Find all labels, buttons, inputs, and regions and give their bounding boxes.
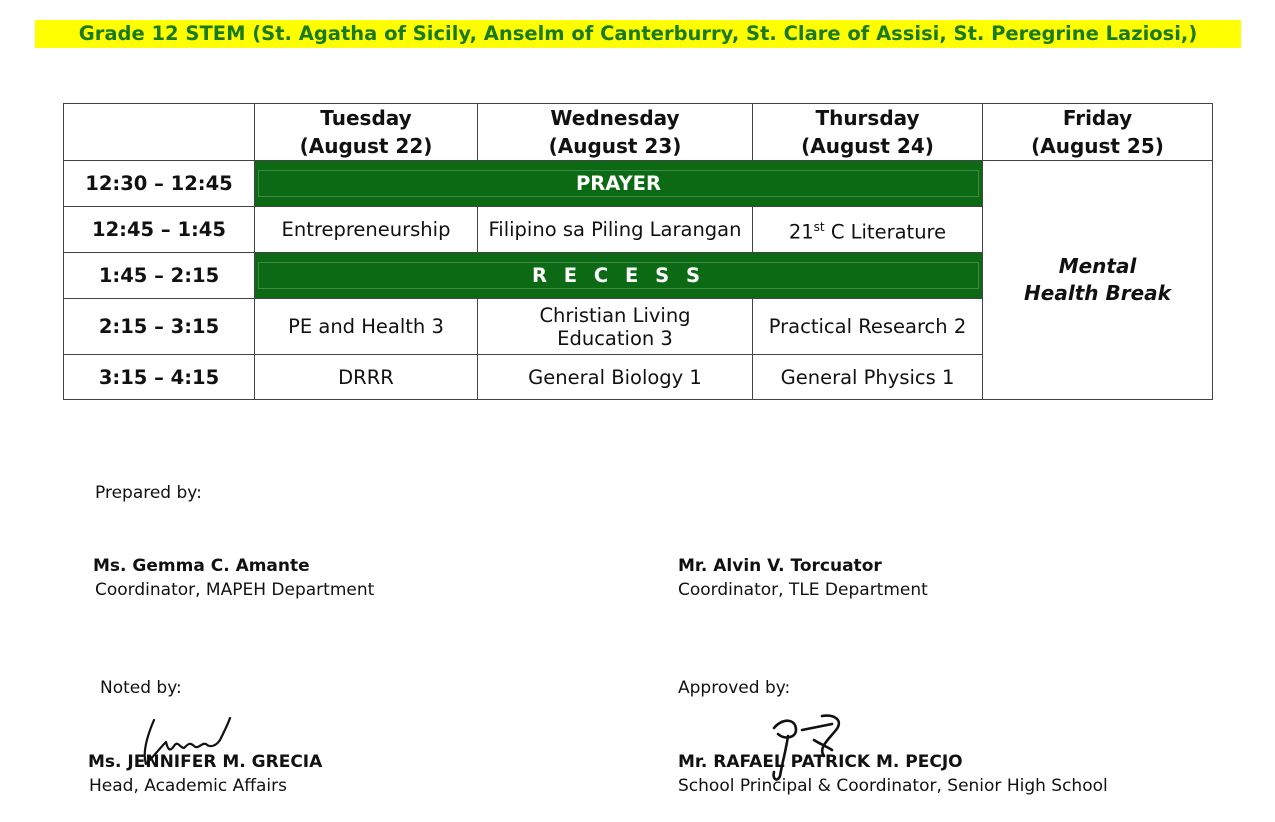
signatory-role: School Principal & Coordinator, Senior High School (678, 776, 1108, 796)
time-cell: 1:45 – 2:15 (64, 253, 255, 299)
class-cell: Christian Living Education 3 (478, 299, 753, 355)
header-row (64, 104, 1213, 161)
corner-cell (64, 104, 255, 161)
recess-label: R E C E S S (258, 262, 979, 289)
schedule-title: Grade 12 STEM (St. Agatha of Sicily, Anselm of Canterburry, St. Clare of Assisi, St. Peregrine Laziosi,) (35, 20, 1241, 48)
prepared-by-label: Prepared by: (95, 483, 202, 503)
signatory-role: Head, Academic Affairs (89, 776, 287, 796)
header-friday: Friday (August 25) (983, 104, 1213, 161)
table-row (64, 161, 1213, 207)
class-cell: Entrepreneurship (255, 207, 478, 253)
class-cell: General Physics 1 (753, 355, 983, 400)
class-cell: PE and Health 3 (255, 299, 478, 355)
signatory-name: Mr. RAFAEL PATRICK M. PECJO (678, 752, 963, 772)
header-thursday: Thursday (August 24) (753, 104, 983, 161)
signatory-role: Coordinator, MAPEH Department (95, 580, 375, 600)
schedule-table (63, 103, 1213, 400)
header-tuesday: Tuesday (August 22) (255, 104, 478, 161)
signature-pecjo (762, 710, 857, 785)
prayer-band (255, 161, 983, 207)
time-cell: 2:15 – 3:15 (64, 299, 255, 355)
signatory-name: Ms. JENNIFER M. GRECIA (88, 752, 323, 772)
class-cell: General Biology 1 (478, 355, 753, 400)
header-wednesday: Wednesday (August 23) (478, 104, 753, 161)
time-cell: 12:30 – 12:45 (64, 161, 255, 207)
approved-by-label: Approved by: (678, 678, 791, 698)
noted-by-label: Noted by: (100, 678, 182, 698)
signature-grecia (132, 712, 242, 772)
time-cell: 3:15 – 4:15 (64, 355, 255, 400)
signatory-role: Coordinator, TLE Department (678, 580, 928, 600)
time-cell: 12:45 – 1:45 (64, 207, 255, 253)
class-cell: Filipino sa Piling Larangan (478, 207, 753, 253)
prayer-label: PRAYER (258, 170, 979, 197)
recess-band (255, 253, 983, 299)
class-cell: Practical Research 2 (753, 299, 983, 355)
class-cell: DRRR (255, 355, 478, 400)
class-cell: 21st C Literature (753, 207, 983, 253)
signatory-name: Ms. Gemma C. Amante (93, 556, 310, 576)
mental-health-break: Mental Health Break (983, 161, 1213, 400)
signatory-name: Mr. Alvin V. Torcuator (678, 556, 882, 576)
